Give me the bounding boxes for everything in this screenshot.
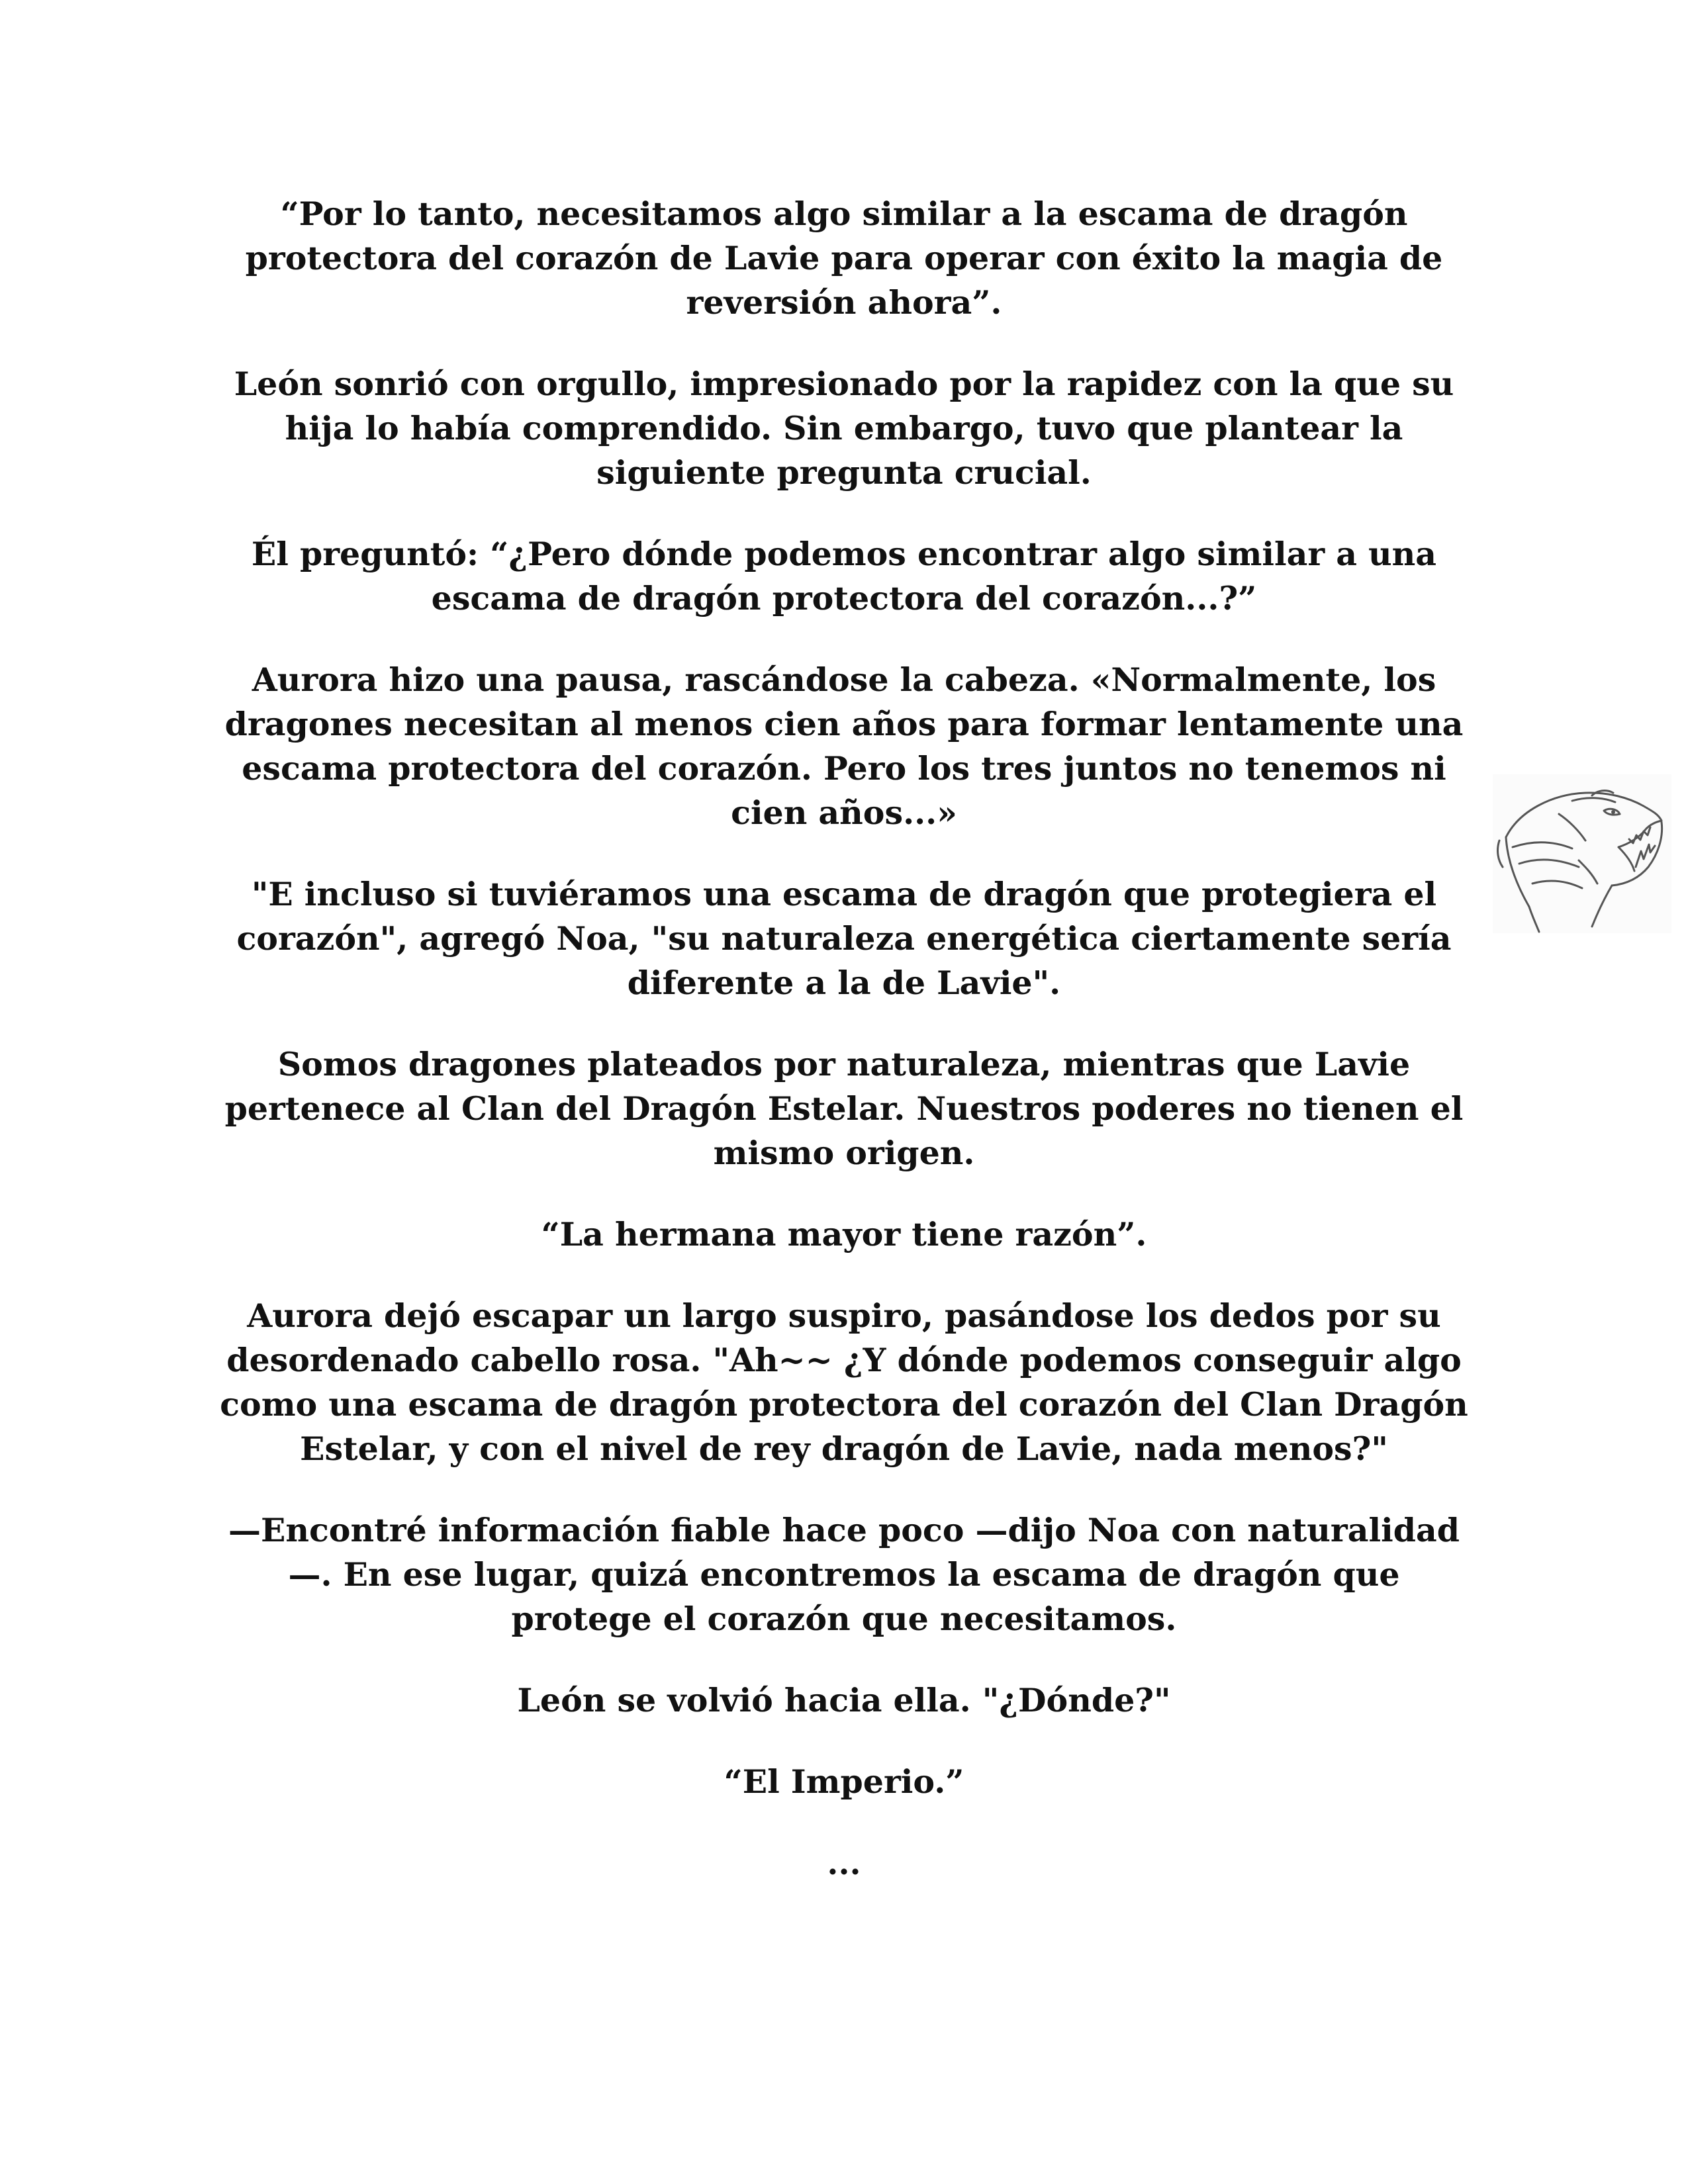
paragraph: Aurora hizo una pausa, rascándose la cabeza. «Normalmente, los dragones necesitan al menos cien años para formar lentamente una escama protectora del corazón. Pero los tres juntos no tenemos ni cien años...»: [224, 660, 1464, 832]
paragraph: “La hermana mayor tiene razón”.: [541, 1215, 1147, 1253]
paragraph: “Por lo tanto, necesitamos algo similar a la escama de dragón protectora del corazón de Lavie para operar con éxito la magia de reversión ahora”.: [245, 195, 1443, 322]
paragraph: Él preguntó: “¿Pero dónde podemos encontrar algo similar a una escama de dragón protectora del corazón...?”: [251, 535, 1437, 617]
ellipsis: ...: [827, 1844, 861, 1882]
paragraph: Aurora dejó escapar un largo suspiro, pasándose los dedos por su desordenado cabello rosa. "Ah~~ ¿Y dónde podemos conseguir algo como una escama de dragón protectora del corazón del Clan Dragón Estelar, y con el nivel de rey dragón de Lavie, nada menos?": [220, 1297, 1468, 1468]
paragraph: León sonrió con orgullo, impresionado por la rapidez con la que su hija lo había comprendido. Sin embargo, tuvo que plantear la siguiente pregunta crucial.: [234, 365, 1454, 492]
dragon-head-icon: [1493, 774, 1671, 933]
paragraph: León se volvió hacia ella. "¿Dónde?": [517, 1681, 1171, 1719]
paragraph: “El Imperio.”: [724, 1762, 964, 1801]
paragraph: "E incluso si tuviéramos una escama de dragón que protegiera el corazón", agregó Noa, "su naturaleza energética ciertamente sería diferente a la de Lavie".: [236, 875, 1452, 1002]
paragraph: —Encontré información fiable hace poco —dijo Noa con naturalidad—. En ese lugar, quizá encontremos la escama de dragón que protege el corazón que necesitamos.: [228, 1511, 1460, 1638]
paragraph: Somos dragones plateados por naturaleza, mientras que Lavie pertenece al Clan del Dragón Estelar. Nuestros poderes no tienen el mismo origen.: [224, 1045, 1464, 1172]
story-text: [218, 192, 1470, 1923]
